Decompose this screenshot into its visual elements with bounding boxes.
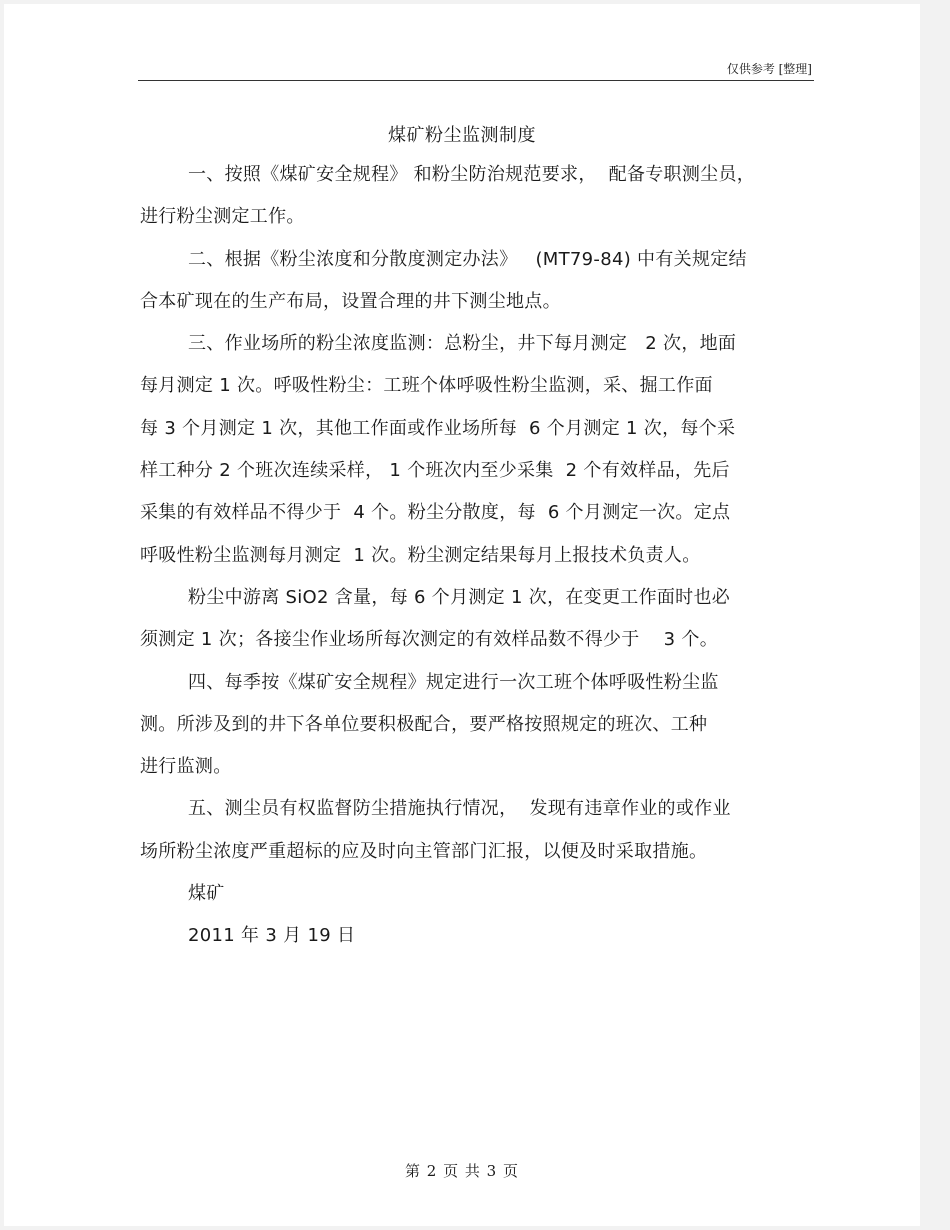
document-page [4, 4, 920, 1226]
header-note: 仅供参考 [整理] [726, 62, 812, 76]
body-line: 呼吸性粉尘监测每月测定 1 次。粉尘测定结果每月上报技术负责人。 [140, 544, 701, 566]
page-number-footer: 第 2 页 共 3 页 [405, 1162, 519, 1180]
body-line: 采集的有效样品不得少于 4 个。粉尘分散度，每 6 个月测定一次。定点 [140, 502, 731, 524]
body-line: 进行监测。 [140, 756, 232, 778]
body-line: 三、作业场所的粉尘浓度监测：总粉尘，井下每月测定 2 次，地面 [188, 333, 737, 355]
body-line: 煤矿 [188, 883, 225, 905]
body-line: 每月测定 1 次。呼吸性粉尘：工班个体呼吸性粉尘监测，采、掘工作面 [140, 375, 713, 397]
body-line: 测。所涉及到的井下各单位要积极配合，要严格按照规定的班次、工种 [140, 713, 708, 735]
body-line: 粉尘中游离 SiO2 含量，每 6 个月测定 1 次，在变更工作面时也必 [188, 586, 731, 608]
body-line: 须测定 1 次；各接尘作业场所每次测定的有效样品数不得少于 3 个。 [140, 629, 719, 651]
body-line: 合本矿现在的生产布局，设置合理的井下测尘地点。 [140, 290, 561, 312]
body-line: 场所粉尘浓度严重超标的应及时向主管部门汇报，以便及时采取措施。 [140, 840, 708, 862]
body-line: 二、根据《粉尘浓度和分散度测定办法》 (MT79-84) 中有关规定结 [188, 248, 747, 270]
document-title: 煤矿粉尘监测制度 [388, 125, 536, 146]
body-line: 四、每季按《煤矿安全规程》规定进行一次工班个体呼吸性粉尘监 [188, 671, 719, 693]
body-line: 五、测尘员有权监督防尘措施执行情况， 发现有违章作业的或作业 [188, 798, 731, 820]
body-line: 每 3 个月测定 1 次，其他工作面或作业场所每 6 个月测定 1 次，每个采 [140, 417, 736, 439]
body-line: 2011 年 3 月 19 日 [188, 925, 356, 947]
body-line: 进行粉尘测定工作。 [140, 206, 305, 228]
header-divider [138, 80, 814, 81]
body-line: 一、按照《煤矿安全规程》 和粉尘防治规范要求， 配备专职测尘员， [188, 164, 756, 185]
document-body [140, 161, 810, 965]
body-line: 样工种分 2 个班次连续采样， 1 个班次内至少采集 2 个有效样品，先后 [140, 460, 730, 482]
